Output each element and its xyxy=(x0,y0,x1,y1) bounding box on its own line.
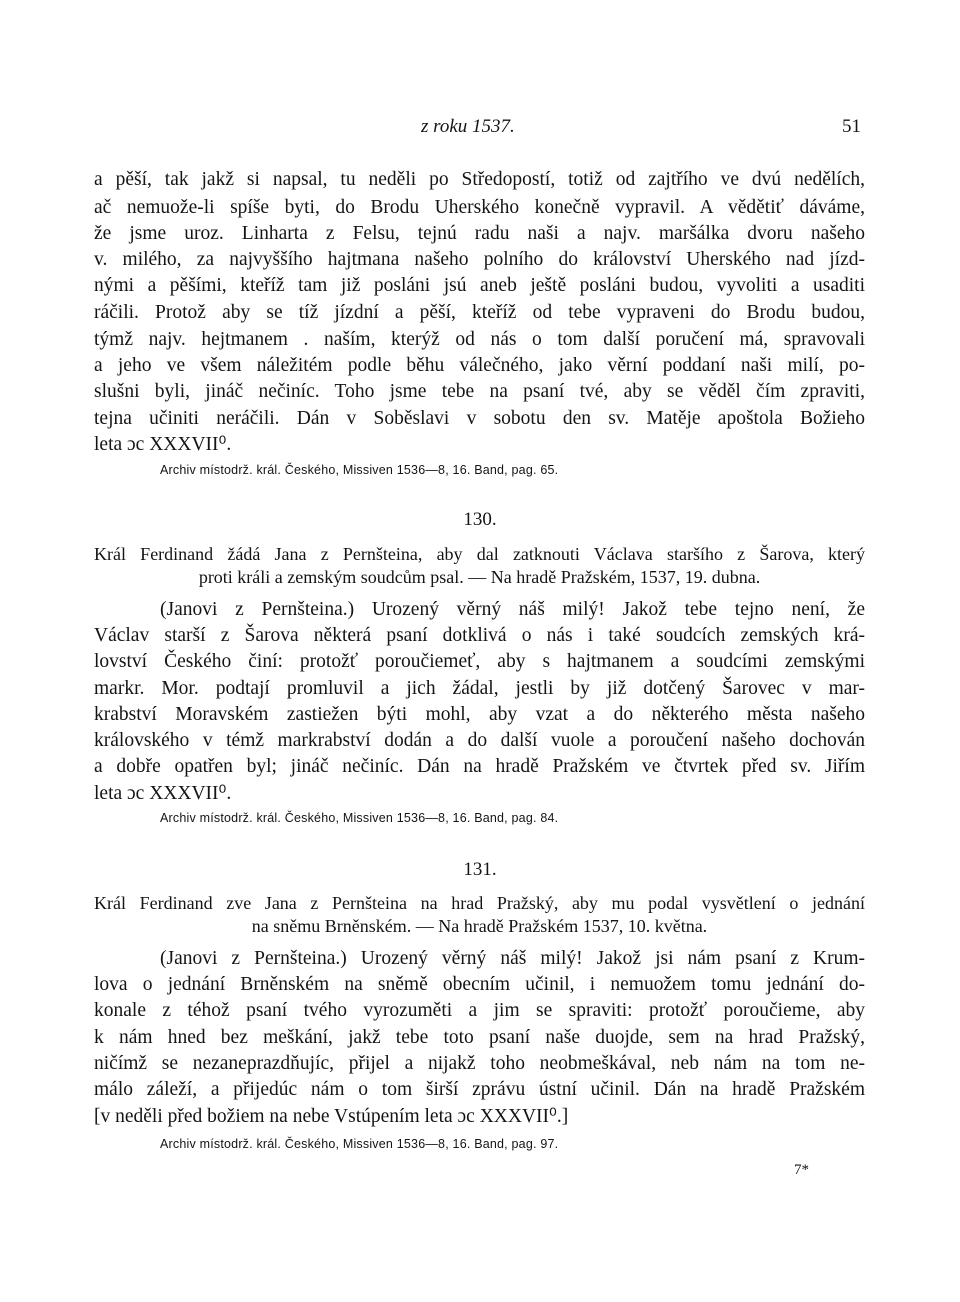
text-line: leta ɔc XXXVII⁰. xyxy=(94,783,232,804)
document-summary: Král Ferdinand žádá Jana z Pernšteina, aby dal zatknouti Václava staršího z Šarova, který xyxy=(94,544,865,564)
text-line: nými a pěšími, kteříž tam již posláni jsú aneb ještě posláni budou, vyvoliti a usaditi xyxy=(94,275,865,296)
text-line: Václav starší z Šarova některá psaní dotklivá o nás i také soudcích zemských krá- xyxy=(94,625,865,646)
text-line: málo záleží, a přijedúc nám o tom širší zprávu ústní učinil. Dán na hradě Pražském xyxy=(94,1079,865,1100)
document-number: 131. xyxy=(463,859,497,880)
text-line: [v neděli před božiem na nebe Vstúpením leta ɔc XXXVII⁰.] xyxy=(94,1106,569,1127)
text-line: slušni byli, jináč nečiníc. Toho jsme tebe na psaní tvé, aby se věděl čím zpraviti, xyxy=(94,381,865,402)
text-line: lovství Českého činí: protožť poroučiemeť, aby s hajtmanem a soudcími zemskými xyxy=(94,651,865,672)
text-line: v. milého, za najvyššího hajtmana našeho polního do království Uherského nad jízd- xyxy=(94,249,865,270)
signature-mark: 7* xyxy=(794,1162,809,1178)
text-line: leta ɔc XXXVII⁰. xyxy=(94,434,232,455)
text-line: týmž najv. hejtmanem . naším, kterýž od nás o tom další poručení má, spravovali xyxy=(94,329,865,350)
text-line: konale z téhož psaní tvého vyrozuměti a jim se spraviti: protožť poroučieme, aby xyxy=(94,1000,865,1021)
text-line: a jeho ve všem náležitém podle běhu válečného, jako věrní poddaní naši milí, po- xyxy=(94,355,865,376)
text-line: (Janovi z Pernšteina.) Urozený věrný náš milý! Jakož tebe tejno není, že xyxy=(160,599,865,620)
page-number: 51 xyxy=(842,116,861,137)
text-line: a dobře opatřen byl; jináč nečiníc. Dán na hradě Pražském ve čtvrtek před sv. Jiřím xyxy=(94,756,865,777)
text-line: královského v témž markrabství dodán a do další vuole a poroučení našeho dochován xyxy=(94,730,865,751)
text-line: ráčili. Protož aby se tíž jízdní a pěší, kteříž od tebe vypraveni do Brodu budou, xyxy=(94,302,865,323)
running-title: z roku 1537. xyxy=(421,116,515,137)
document-number: 130. xyxy=(463,509,497,530)
archival-source: Archiv místodrž. král. Českého, Missiven 1536—8, 16. Band, pag. 97. xyxy=(160,1137,559,1151)
text-line: krabství Moravském zastiežen býti mohl, aby vzat a do některého města našeho xyxy=(94,704,865,725)
text-line: (Janovi z Pernšteina.) Urozený věrný náš milý! Jakož jsi nám psaní z Krum- xyxy=(160,948,865,969)
page-header xyxy=(0,116,960,144)
text-line: a pěší, tak jakž si napsal, tu neděli po Středopostí, totiž od zajtřího ve dvú nedělích, xyxy=(94,169,865,190)
text-line: markr. Mor. podtají promluvil a jich žádal, jestli by již dotčený Šarovec v mar- xyxy=(94,678,865,699)
document-summary: proti králi a zemským soudcům psal. — Na hradě Pražském, 1537, 19. dubna. xyxy=(198,567,761,587)
archival-source: Archiv místodrž. král. Českého, Missiven 1536—8, 16. Band, pag. 84. xyxy=(160,811,559,825)
text-line: tejna učiniti neráčili. Dán v Soběslavi v sobotu den sv. Matěje apoštola Božieho xyxy=(94,408,865,429)
text-line: že jsme uroz. Linharta z Felsu, tejnú radu naši a najv. maršálka dvoru našeho xyxy=(94,223,865,244)
text-line: lova o jednání Brněnském na sněmě obecním učinil, i nemuožem tomu jednání do- xyxy=(94,974,865,995)
document-summary: Král Ferdinand zve Jana z Pernšteina na hrad Pražský, aby mu podal vysvětlení o jednání xyxy=(94,893,865,913)
text-line: k nám hned bez meškání, jakž tebe toto psaní naše duojde, sem na hrad Pražský, xyxy=(94,1027,865,1048)
archival-source: Archiv místodrž. král. Českého, Missiven 1536—8, 16. Band, pag. 65. xyxy=(160,463,559,477)
text-line: ničímž se nezaneprazdňujíc, přijel a nijakž toho neobmeškával, neb nám na tom ne- xyxy=(94,1053,865,1074)
document-summary: na sněmu Brněnském. — Na hradě Pražském 1537, 10. května. xyxy=(251,916,708,936)
text-line: ač nemuože-li spíše byti, do Brodu Uherského konečně vypravil. A vědětiť dáváme, xyxy=(94,197,865,218)
